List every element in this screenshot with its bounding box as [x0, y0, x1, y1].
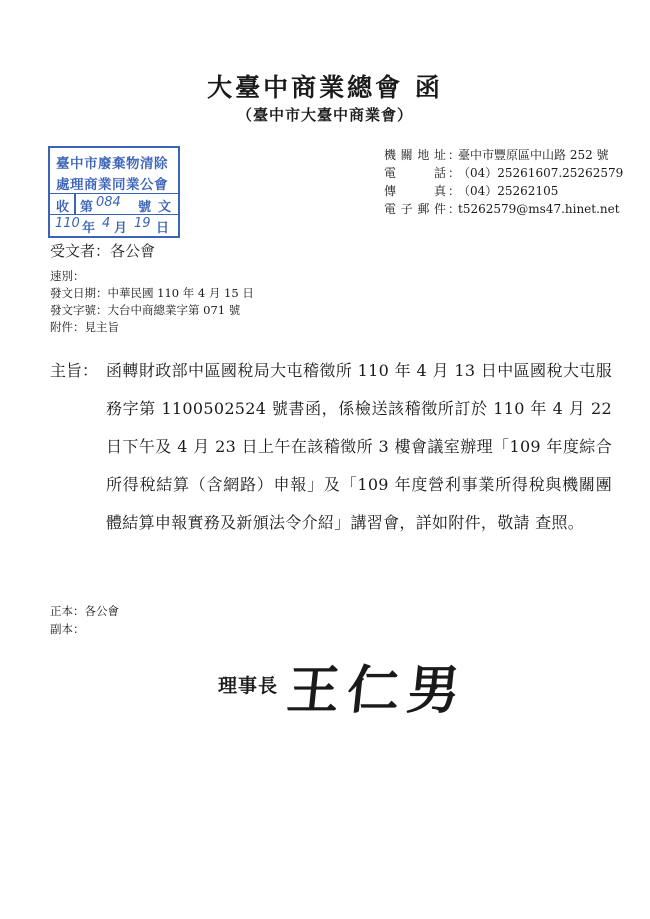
stamp-month: 4 — [102, 216, 111, 231]
contact-value: （04）25261607.25262579 — [458, 166, 624, 180]
contact-label: 機關地址 — [384, 148, 446, 162]
stamp-no-prefix: 第 — [80, 200, 94, 215]
distribution-copy: 副本： — [50, 622, 85, 636]
stamp-year-label: 年 — [82, 221, 96, 236]
contact-value: t5262579@ms47.hinet.net — [458, 202, 620, 216]
stamp-month-label: 月 — [114, 221, 128, 236]
meta-date: 發文日期：中華民國 110 年 4 月 15 日 — [50, 286, 254, 300]
meta-number: 發文字號：大台中商總業字第 071 號 — [50, 303, 241, 317]
stamp-receipt-label: 收 — [56, 200, 70, 215]
contact-info — [384, 146, 623, 218]
stamp-day: 19 — [134, 216, 151, 231]
contact-row-phone: 電 話 ： （04）25261607.25262579 — [384, 166, 624, 180]
document-meta — [50, 268, 254, 336]
stamp-receipt-type: 文 — [158, 200, 172, 215]
distribution-main: 正本：各公會 — [50, 604, 119, 618]
signature: 王仁男 — [284, 660, 471, 721]
distribution — [50, 602, 119, 638]
contact-value: （04）25262105 — [458, 184, 559, 198]
contact-value: 臺中市豐原區中山路 252 號 — [458, 148, 609, 162]
contact-row-email: 電子郵件 ： t5262579@ms47.hinet.net — [384, 202, 620, 216]
stamp-no-suffix: 號 — [138, 200, 152, 215]
stamp-year: 110 — [55, 216, 80, 231]
stamp-org-line2: 處理商業同業公會 — [56, 177, 168, 193]
meta-speed: 速別： — [50, 269, 85, 283]
stamp-divider — [74, 194, 76, 214]
contact-row-address: 機關地址 ： 臺中市豐原區中山路 252 號 — [384, 148, 609, 162]
subject-body: 函轉財政部中區國稅局大屯稽徵所 110 年 4 月 13 日中區國稅大屯服務字第 1100502524 號書函，係檢送該稽徵所訂於 110 年 4 月 22 日下午及 4 月 23 日上午在該稽徵所 3 樓會議室辦理「109 年度綜合所得稅結算（含網路）申報」及「109 年度營利事業所得稅與機關團體結算申報實務及新頒法令介紹」講習會，詳如附件，敬請 查照。 — [106, 361, 612, 532]
contact-label: 電 話 — [384, 166, 446, 180]
stamp-date-row — [50, 214, 178, 235]
stamp-receipt-no: 084 — [96, 195, 121, 210]
contact-label: 傳 真 — [384, 184, 446, 198]
stamp-org-line1: 臺中市廢棄物清除 — [56, 156, 168, 172]
contact-label: 電子郵件 — [384, 202, 446, 216]
document-title: 大臺中商業總會 函 — [207, 73, 443, 102]
document-subtitle: （臺中市大臺中商業會） — [236, 106, 413, 124]
recipient: 受文者：各公會 — [50, 242, 156, 260]
receipt-stamp — [48, 146, 180, 238]
meta-attachment: 附件：見主旨 — [50, 320, 119, 334]
signer-title: 理事長 — [218, 675, 279, 697]
contact-row-fax: 傳 真 ： （04）25262105 — [384, 184, 559, 198]
stamp-day-label: 日 — [156, 221, 170, 236]
stamp-receipt-row — [50, 193, 178, 214]
subject-label: 主旨： — [50, 361, 99, 380]
